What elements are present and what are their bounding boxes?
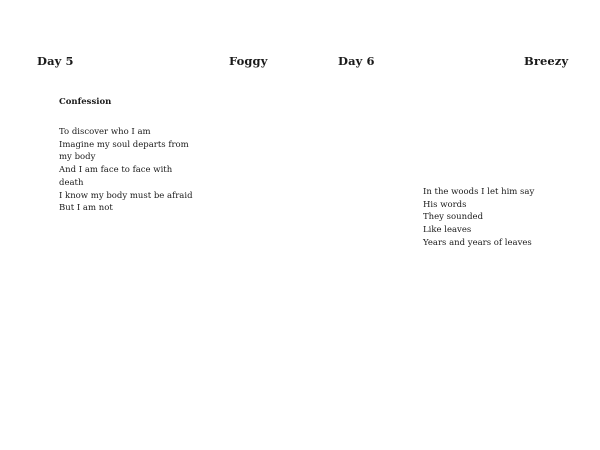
poem-body	[423, 186, 534, 250]
poem-line: Imagine my soul departs from	[59, 139, 189, 150]
poem-line: And I am face to face with	[59, 165, 173, 176]
day-label: Day 6	[338, 54, 375, 68]
poem-line: In the woods I let him say	[423, 187, 535, 197]
poem-line: Years and years of leaves	[423, 237, 532, 248]
poem-line: They sounded	[423, 212, 484, 223]
right-page	[300, 0, 600, 450]
poem-title: Confession	[59, 97, 112, 107]
poem-line: His words	[423, 199, 467, 210]
poem-body	[59, 126, 193, 215]
poem-line: To discover who I am	[59, 127, 151, 137]
weather-label: Foggy	[229, 54, 268, 68]
poem-line: Like leaves	[423, 225, 472, 236]
poem-line: my body	[59, 152, 96, 163]
poem-line: But I am not	[59, 203, 113, 214]
poem-line: death	[59, 177, 84, 188]
poem-line: I know my body must be afraid	[59, 190, 193, 201]
day-label: Day 5	[37, 54, 74, 68]
weather-label: Breezy	[524, 54, 569, 68]
